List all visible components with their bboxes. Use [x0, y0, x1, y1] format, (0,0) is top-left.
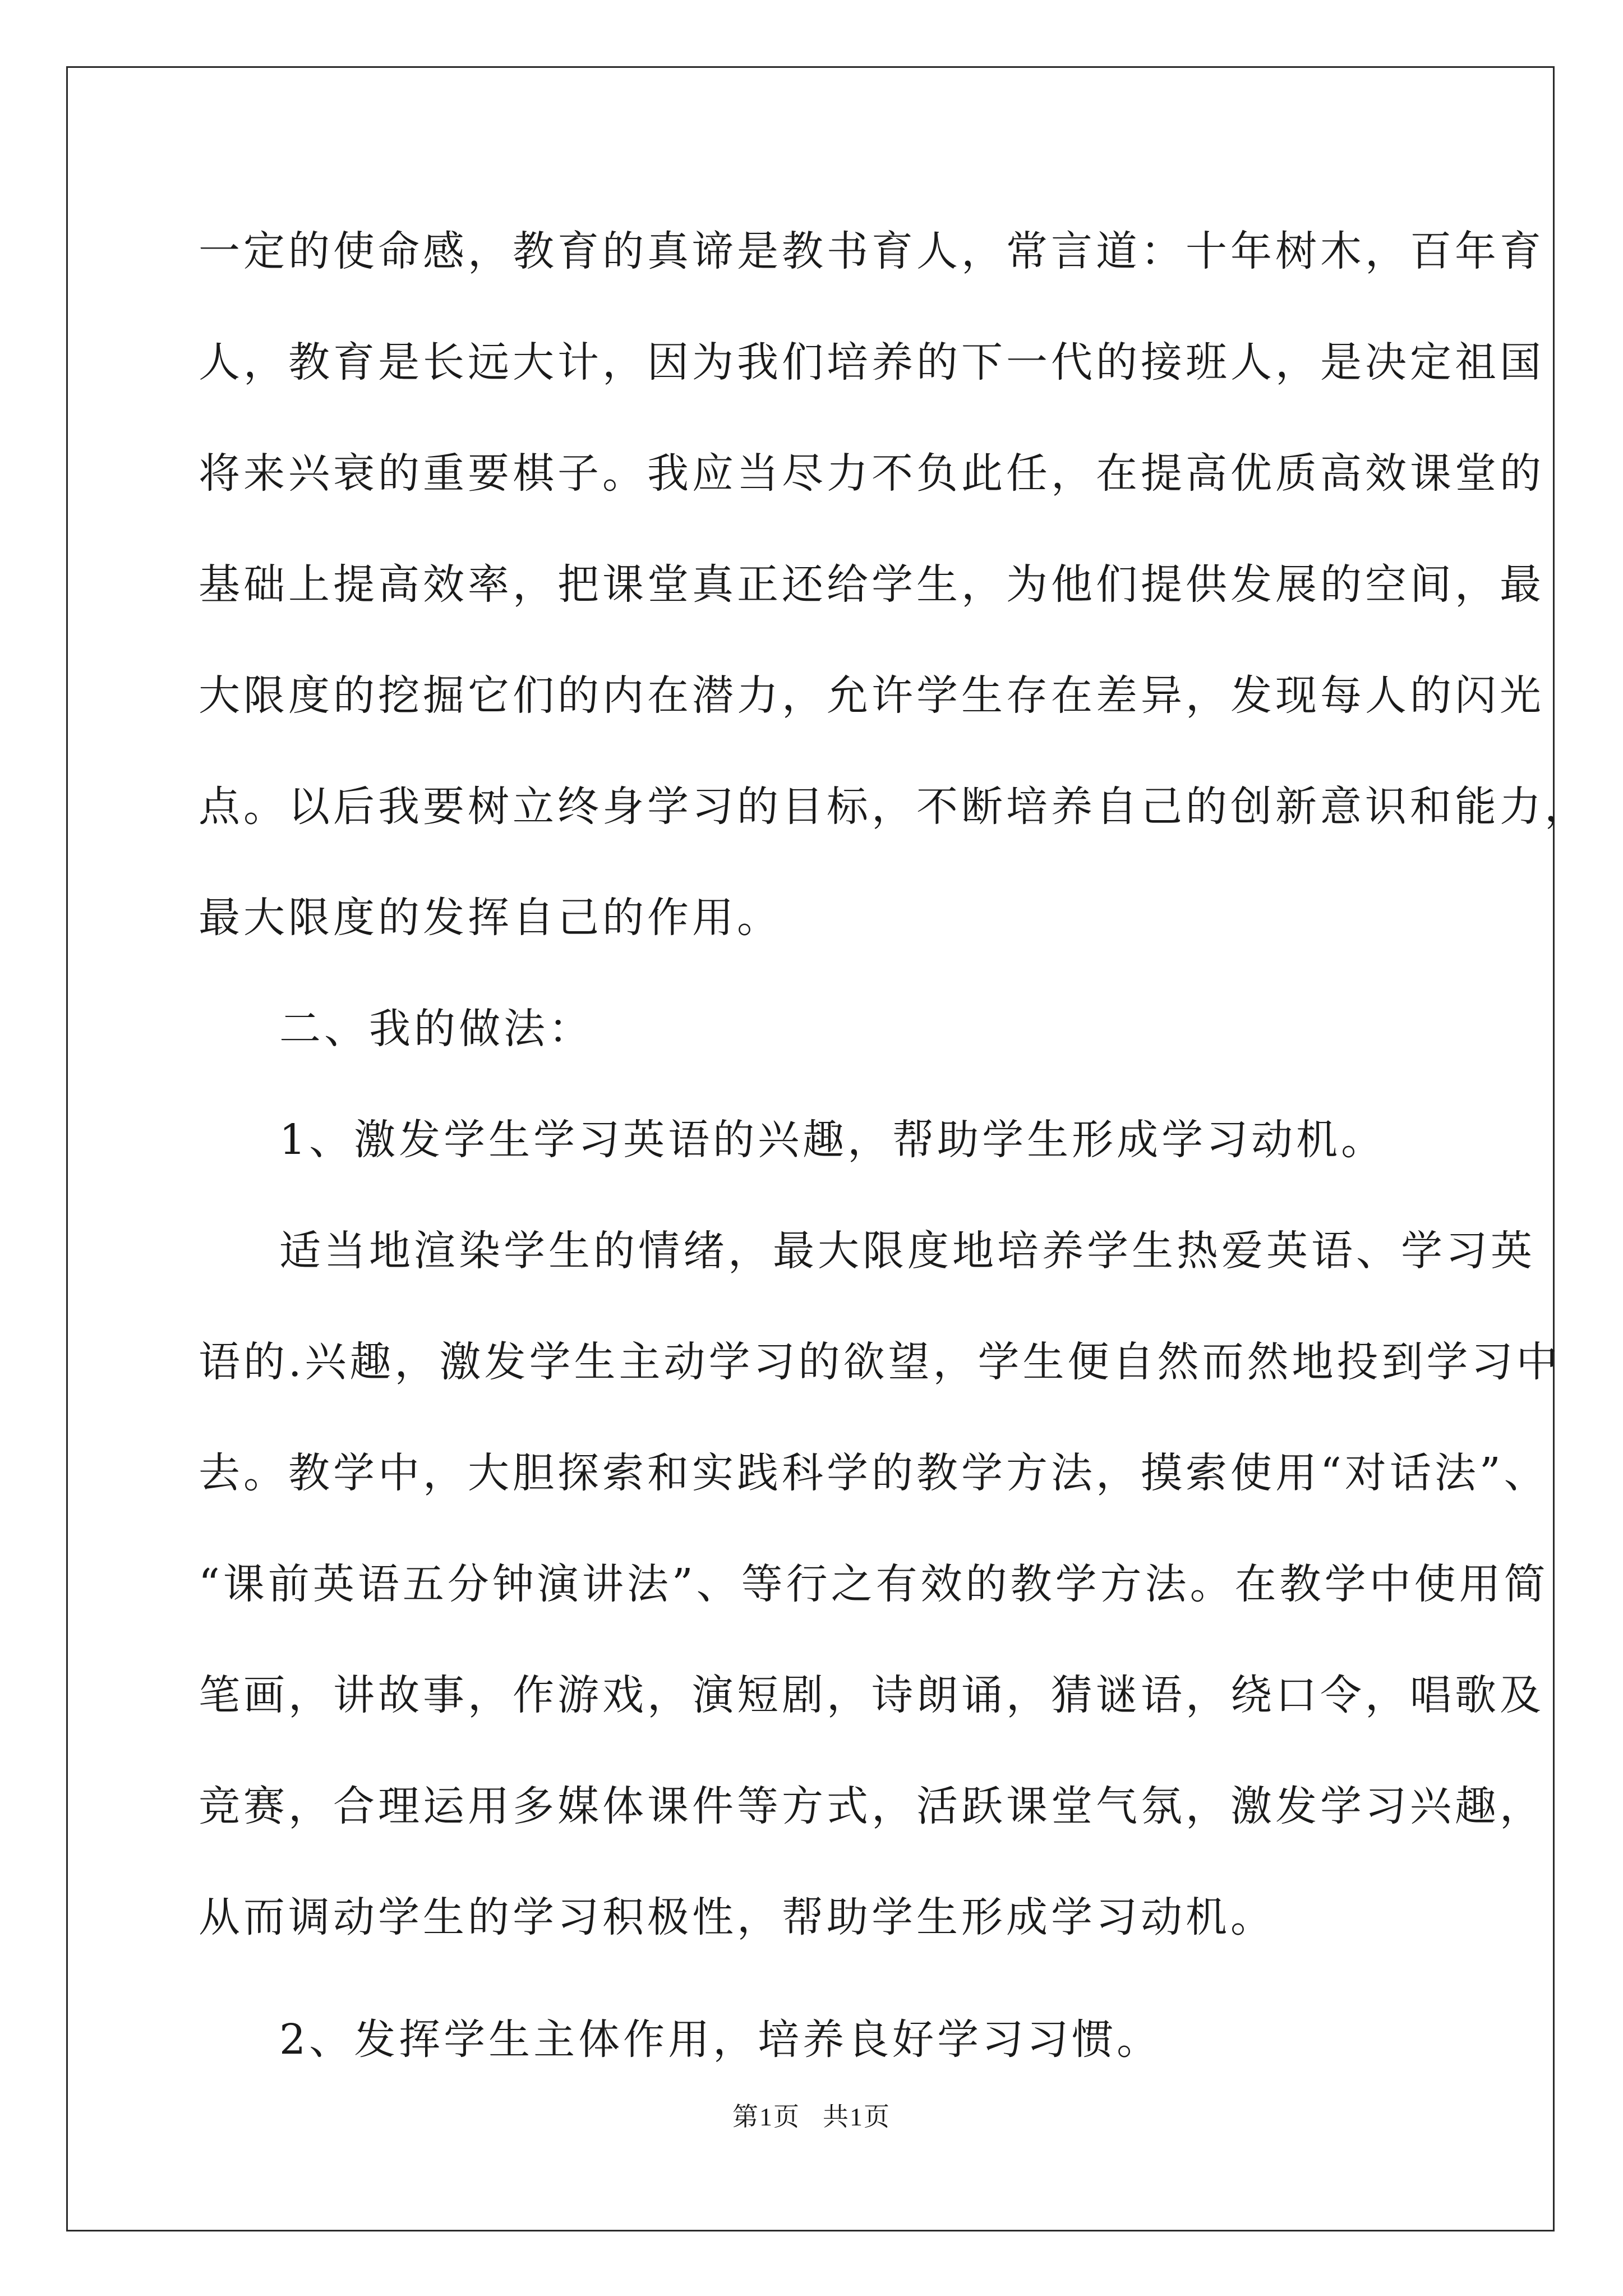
section-heading: 二、我的做法： — [279, 1005, 593, 1053]
item-heading: 2、发挥学生主体作用，培养良好学习习惯。 — [279, 2016, 1162, 2064]
paragraph-line: 基础上提高效率，把课堂真正还给学生，为他们提供发展的空间，最 — [199, 560, 1544, 609]
paragraph-line: “课前英语五分钟演讲法”、等行之有效的教学方法。在教学中使用简 — [199, 1560, 1549, 1608]
paragraph-line: 人，教育是长远大计，因为我们培养的下一代的接班人，是决定祖国 — [199, 338, 1544, 386]
item-heading: 1、激发学生学习英语的兴趣，帮助学生形成学习动机。 — [279, 1116, 1386, 1164]
page-number-current: 第1页 — [732, 2102, 800, 2131]
paragraph-line: 适当地渲染学生的情绪，最大限度地培养学生热爱英语、学习英 — [279, 1227, 1536, 1275]
paragraph-line: 大限度的挖掘它们的内在潜力，允许学生存在差异，发现每人的闪光 — [199, 671, 1544, 720]
paragraph-line: 点。以后我要树立终身学习的目标，不断培养自己的创新意识和能力， — [199, 783, 1589, 831]
page-number-total: 共1页 — [823, 2102, 891, 2131]
paragraph-line: 一定的使命感，教育的真谛是教书育人，常言道：十年树木，百年育 — [199, 227, 1544, 275]
paragraph-line: 去。教学中，大胆探索和实践科学的教学方法，摸索使用“对话法”、 — [199, 1449, 1549, 1497]
paragraph-line: 将来兴衰的重要棋子。我应当尽力不负此任，在提高优质高效课堂的 — [199, 449, 1544, 498]
paragraph-line: 从而调动学生的学习积极性，帮助学生形成学习动机。 — [199, 1893, 1275, 1941]
paragraph-line: 语的.兴趣，激发学生主动学习的欲望，学生便自然而然地投到学习中 — [199, 1338, 1561, 1386]
paragraph-line: 竞赛，合理运用多媒体课件等方式，活跃课堂气氛，激发学习兴趣， — [199, 1782, 1544, 1830]
paragraph-line: 笔画，讲故事，作游戏，演短剧，诗朗诵，猜谜语，绕口令，唱歌及 — [199, 1671, 1544, 1719]
paragraph-line: 最大限度的发挥自己的作用。 — [199, 894, 782, 942]
page-footer — [0, 2100, 1623, 2134]
